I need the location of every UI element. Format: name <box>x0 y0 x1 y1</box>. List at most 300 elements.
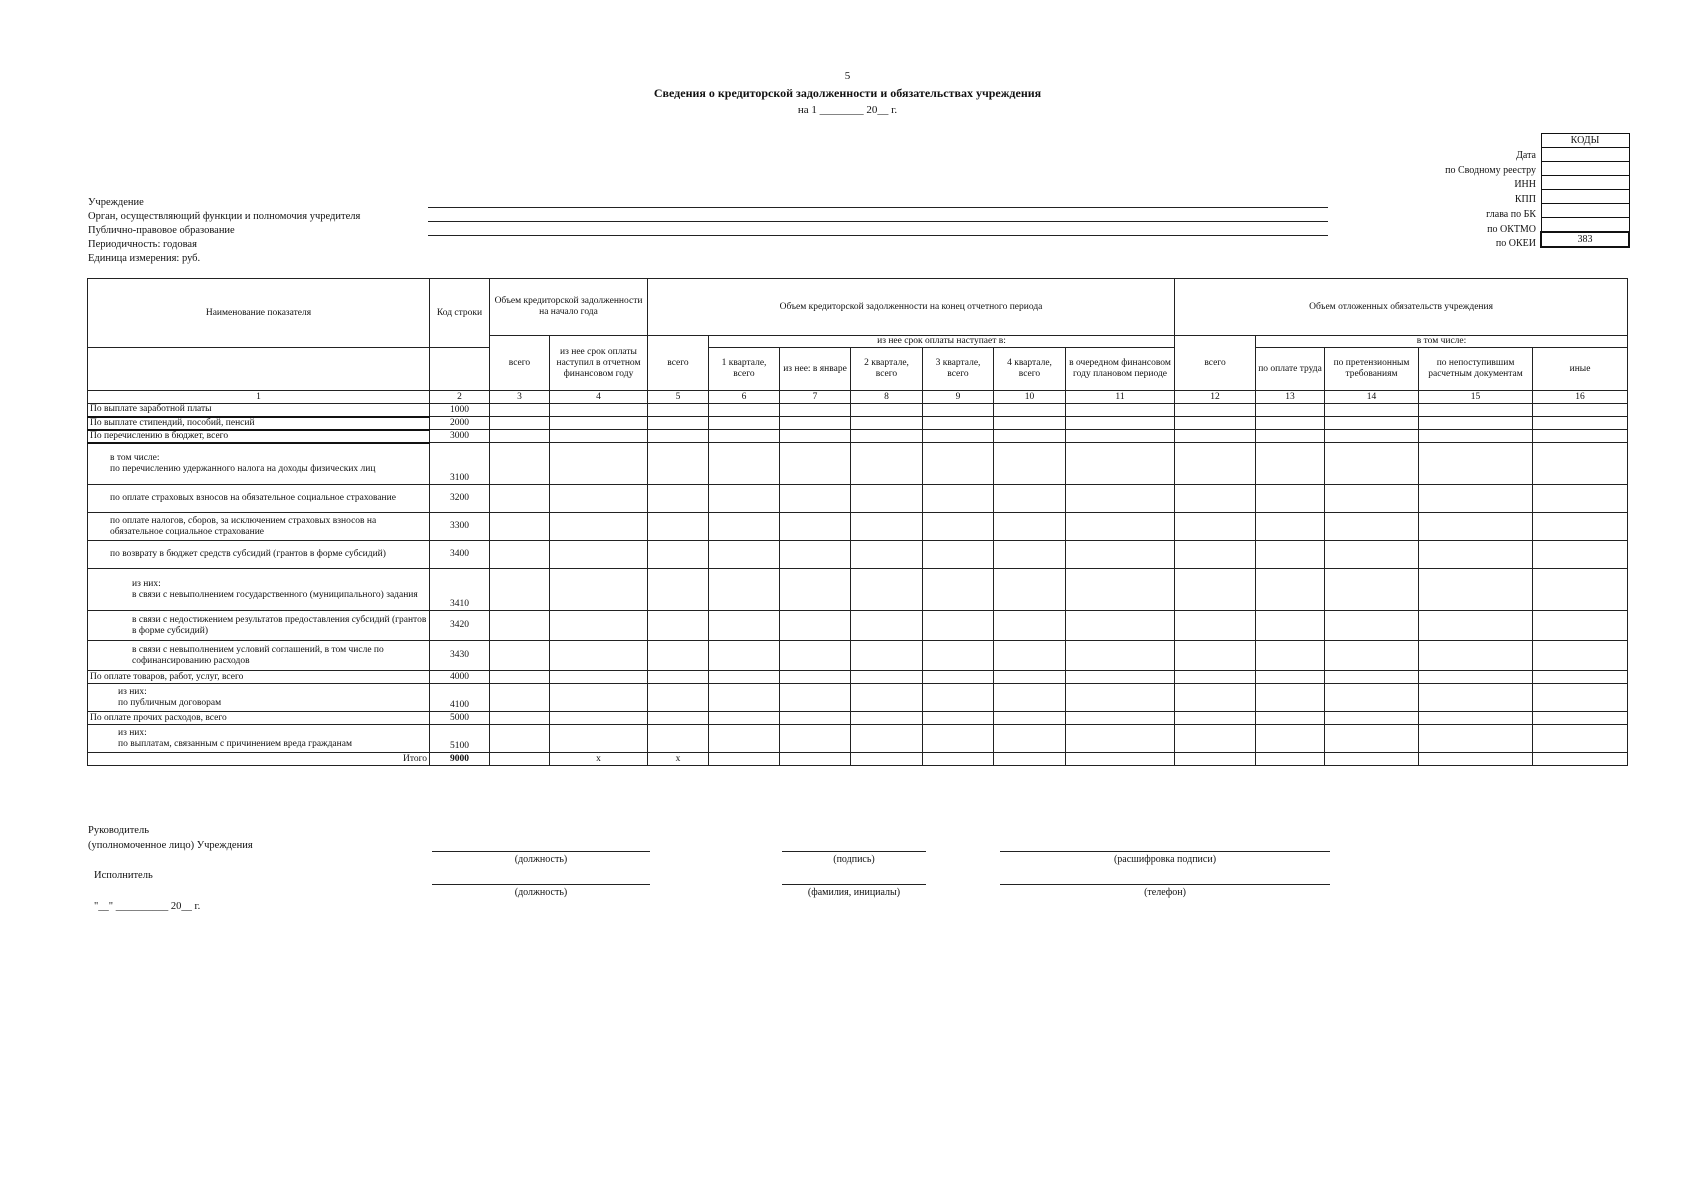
value-cell[interactable] <box>1066 725 1175 753</box>
value-cell[interactable] <box>994 712 1066 725</box>
value-cell[interactable] <box>1325 641 1419 671</box>
total-cell[interactable] <box>780 753 851 766</box>
value-cell[interactable] <box>851 569 923 611</box>
row-name: По оплате прочих расходов, всего <box>88 712 430 725</box>
value-cell[interactable] <box>1419 430 1533 443</box>
value-cell[interactable] <box>1256 611 1325 641</box>
value-cell[interactable] <box>648 641 709 671</box>
value-cell[interactable] <box>1066 513 1175 541</box>
column-number: 5 <box>648 391 709 404</box>
value-cell[interactable] <box>1066 417 1175 430</box>
value-cell[interactable] <box>851 611 923 641</box>
value-cell[interactable] <box>923 513 994 541</box>
value-cell[interactable] <box>780 569 851 611</box>
value-cell[interactable] <box>851 430 923 443</box>
value-cell[interactable] <box>550 541 648 569</box>
value-cell[interactable] <box>994 569 1066 611</box>
value-cell[interactable] <box>851 541 923 569</box>
value-cell[interactable] <box>994 725 1066 753</box>
total-cell[interactable] <box>1175 753 1256 766</box>
value-cell[interactable] <box>1533 641 1628 671</box>
head-decoding-line[interactable] <box>1000 851 1330 852</box>
code-okei-field[interactable]: 383 <box>1541 232 1629 247</box>
form-title: Сведения о кредиторской задолженности и обязательствах учреждения <box>653 86 1042 100</box>
value-cell[interactable] <box>923 417 994 430</box>
table-row <box>88 712 1628 725</box>
value-cell[interactable] <box>780 485 851 513</box>
header-due-in: из нее срок оплаты наступает в: <box>709 336 1175 348</box>
code-oktmo-field[interactable] <box>1541 218 1629 233</box>
value-cell[interactable] <box>780 641 851 671</box>
value-cell[interactable] <box>550 611 648 641</box>
table-row <box>88 443 1628 485</box>
value-cell[interactable] <box>1325 725 1419 753</box>
value-cell[interactable] <box>1175 712 1256 725</box>
code-label: КПП <box>1514 194 1536 206</box>
value-cell[interactable] <box>780 684 851 712</box>
total-cell[interactable] <box>709 753 780 766</box>
value-cell[interactable] <box>1175 671 1256 684</box>
value-cell[interactable] <box>1066 671 1175 684</box>
row-code: 4100 <box>430 684 490 712</box>
value-cell[interactable] <box>851 404 923 417</box>
value-cell[interactable] <box>994 485 1066 513</box>
value-cell[interactable] <box>1419 485 1533 513</box>
value-cell[interactable] <box>923 541 994 569</box>
value-cell[interactable] <box>648 569 709 611</box>
value-cell[interactable] <box>709 485 780 513</box>
header-claims: по претензионным требованиям <box>1325 348 1419 391</box>
code-date-field[interactable] <box>1541 148 1629 162</box>
column-number: 14 <box>1325 391 1419 404</box>
value-cell[interactable] <box>923 611 994 641</box>
value-cell[interactable] <box>1325 485 1419 513</box>
value-cell[interactable] <box>490 725 550 753</box>
value-cell[interactable] <box>1419 684 1533 712</box>
column-number: 8 <box>851 391 923 404</box>
value-cell[interactable] <box>1175 725 1256 753</box>
value-cell[interactable] <box>1325 671 1419 684</box>
value-cell[interactable] <box>851 712 923 725</box>
value-cell[interactable] <box>1256 443 1325 485</box>
value-cell[interactable] <box>923 485 994 513</box>
total-cell[interactable] <box>1325 753 1419 766</box>
value-cell[interactable] <box>923 641 994 671</box>
header-other: иные <box>1533 348 1628 391</box>
value-cell[interactable] <box>1325 712 1419 725</box>
row-name: в связи с недостижением результатов предоставления субсидий (грантов в форме субсидий) <box>88 611 430 641</box>
row-name: по возврату в бюджет средств субсидий (грантов в форме субсидий) <box>88 541 430 569</box>
value-cell[interactable] <box>851 725 923 753</box>
value-cell[interactable] <box>1066 485 1175 513</box>
value-cell[interactable] <box>648 443 709 485</box>
column-numbers-row <box>88 391 1628 404</box>
head-signature-line[interactable] <box>782 851 926 852</box>
value-cell[interactable] <box>1256 569 1325 611</box>
value-cell[interactable] <box>994 671 1066 684</box>
row-name: из них: по публичным договорам <box>88 684 430 712</box>
header-name-cont <box>88 348 430 391</box>
head-position-line[interactable] <box>432 851 650 852</box>
value-cell[interactable] <box>550 430 648 443</box>
total-cell[interactable] <box>1066 753 1175 766</box>
date-line: "__" __________ 20__ г. <box>94 901 201 912</box>
value-cell[interactable] <box>1419 641 1533 671</box>
value-cell[interactable] <box>1256 417 1325 430</box>
value-cell[interactable] <box>923 443 994 485</box>
value-cell[interactable] <box>490 569 550 611</box>
value-cell[interactable] <box>1066 684 1175 712</box>
value-cell[interactable] <box>1533 417 1628 430</box>
column-number: 10 <box>994 391 1066 404</box>
value-cell[interactable] <box>1256 684 1325 712</box>
row-code: 3200 <box>430 485 490 513</box>
value-cell[interactable] <box>1419 513 1533 541</box>
value-cell[interactable] <box>1419 725 1533 753</box>
value-cell[interactable] <box>709 513 780 541</box>
value-cell[interactable] <box>923 671 994 684</box>
value-cell[interactable] <box>709 569 780 611</box>
value-cell[interactable] <box>1256 641 1325 671</box>
header-start-debt: Объем кредиторской задолженности на начало года <box>490 279 648 336</box>
table-row <box>88 404 1628 417</box>
value-cell[interactable] <box>780 443 851 485</box>
value-cell[interactable] <box>490 513 550 541</box>
column-number: 2 <box>430 391 490 404</box>
header-docs: по непоступившим расчетным документам <box>1419 348 1533 391</box>
header-code-cont <box>430 348 490 391</box>
code-registry-field[interactable] <box>1541 162 1629 176</box>
total-cell[interactable] <box>994 753 1066 766</box>
value-cell[interactable] <box>780 417 851 430</box>
value-cell[interactable] <box>923 712 994 725</box>
value-cell[interactable] <box>994 513 1066 541</box>
value-cell[interactable] <box>490 430 550 443</box>
value-cell[interactable] <box>490 485 550 513</box>
value-cell[interactable] <box>709 541 780 569</box>
table-body <box>88 404 1628 753</box>
value-cell[interactable] <box>709 725 780 753</box>
code-label: ИНН <box>1514 179 1536 191</box>
value-cell[interactable] <box>550 671 648 684</box>
total-x-cell: х <box>550 753 648 766</box>
value-cell[interactable] <box>648 671 709 684</box>
value-cell[interactable] <box>1325 404 1419 417</box>
header-jan: из нее: в январе <box>780 348 851 391</box>
info-unit: Единица измерения: руб. <box>88 253 201 264</box>
executor-name-line[interactable] <box>782 884 926 885</box>
value-cell[interactable] <box>709 712 780 725</box>
value-cell[interactable] <box>1256 430 1325 443</box>
value-cell[interactable] <box>851 671 923 684</box>
value-cell[interactable] <box>780 611 851 641</box>
value-cell[interactable] <box>923 404 994 417</box>
value-cell[interactable] <box>1533 513 1628 541</box>
value-cell[interactable] <box>1066 641 1175 671</box>
value-cell[interactable] <box>490 641 550 671</box>
value-cell[interactable] <box>1325 430 1419 443</box>
code-label: глава по БК <box>1486 208 1536 220</box>
value-cell[interactable] <box>550 725 648 753</box>
code-bk-field[interactable] <box>1541 204 1629 218</box>
total-cell[interactable] <box>1419 753 1533 766</box>
value-cell[interactable] <box>490 671 550 684</box>
row-name: в том числе: по перечислению удержанного налога на доходы физических лиц <box>88 443 430 485</box>
value-cell[interactable] <box>1066 541 1175 569</box>
value-cell[interactable] <box>550 443 648 485</box>
value-cell[interactable] <box>1175 443 1256 485</box>
value-cell[interactable] <box>1066 443 1175 485</box>
total-cell[interactable] <box>1533 753 1628 766</box>
value-cell[interactable] <box>1533 541 1628 569</box>
column-number: 9 <box>923 391 994 404</box>
value-cell[interactable] <box>1256 671 1325 684</box>
value-cell[interactable] <box>780 404 851 417</box>
header-q1: 1 квартале, всего <box>709 348 780 391</box>
column-number: 1 <box>88 391 430 404</box>
value-cell[interactable] <box>490 611 550 641</box>
value-cell[interactable] <box>490 712 550 725</box>
value-cell[interactable] <box>1175 569 1256 611</box>
debt-table <box>87 278 1628 766</box>
column-number: 11 <box>1066 391 1175 404</box>
value-cell[interactable] <box>709 443 780 485</box>
value-cell[interactable] <box>1325 611 1419 641</box>
value-cell[interactable] <box>851 417 923 430</box>
value-cell[interactable] <box>1175 513 1256 541</box>
value-cell[interactable] <box>550 513 648 541</box>
value-cell[interactable] <box>490 684 550 712</box>
value-cell[interactable] <box>1419 611 1533 641</box>
value-cell[interactable] <box>550 417 648 430</box>
value-cell[interactable] <box>994 443 1066 485</box>
value-cell[interactable] <box>550 404 648 417</box>
column-number: 4 <box>550 391 648 404</box>
code-kpp-field[interactable] <box>1541 190 1629 204</box>
value-cell[interactable] <box>1533 404 1628 417</box>
value-cell[interactable] <box>923 725 994 753</box>
value-cell[interactable] <box>648 712 709 725</box>
header-q2: 2 квартале, всего <box>851 348 923 391</box>
value-cell[interactable] <box>780 725 851 753</box>
value-cell[interactable] <box>851 485 923 513</box>
header-end-debt: Объем кредиторской задолженности на конец отчетного периода <box>648 279 1175 336</box>
info-periodicity: Периодичность: годовая <box>88 239 197 250</box>
value-cell[interactable] <box>994 684 1066 712</box>
code-inn-field[interactable] <box>1541 176 1629 190</box>
value-cell[interactable] <box>550 485 648 513</box>
column-number: 13 <box>1256 391 1325 404</box>
value-cell[interactable] <box>780 430 851 443</box>
row-name: в связи с невыполнением условий соглашений, в том числе по софинансированию расходов <box>88 641 430 671</box>
value-cell[interactable] <box>1419 712 1533 725</box>
value-cell[interactable] <box>1419 404 1533 417</box>
value-cell[interactable] <box>1533 725 1628 753</box>
row-code: 3100 <box>430 443 490 485</box>
value-cell[interactable] <box>1256 485 1325 513</box>
total-x-cell: х <box>648 753 709 766</box>
value-cell[interactable] <box>994 611 1066 641</box>
value-cell[interactable] <box>1325 569 1419 611</box>
table-row <box>88 611 1628 641</box>
row-code: 2000 <box>430 417 490 430</box>
value-cell[interactable] <box>648 541 709 569</box>
value-cell[interactable] <box>1066 611 1175 641</box>
value-cell[interactable] <box>1066 404 1175 417</box>
table-row <box>88 541 1628 569</box>
value-cell[interactable] <box>851 641 923 671</box>
total-row <box>88 753 1628 766</box>
value-cell[interactable] <box>994 430 1066 443</box>
value-cell[interactable] <box>709 417 780 430</box>
column-number: 16 <box>1533 391 1628 404</box>
value-cell[interactable] <box>550 569 648 611</box>
value-cell[interactable] <box>709 611 780 641</box>
row-name: из них: в связи с невыполнением государственного (муниципального) задания <box>88 569 430 611</box>
value-cell[interactable] <box>994 541 1066 569</box>
value-cell[interactable] <box>648 684 709 712</box>
value-cell[interactable] <box>1175 404 1256 417</box>
head-label-2: (уполномоченное лицо) Учреждения <box>88 840 253 851</box>
value-cell[interactable] <box>490 404 550 417</box>
value-cell[interactable] <box>1175 430 1256 443</box>
value-cell[interactable] <box>648 513 709 541</box>
caption-name: (фамилия, инициалы) <box>807 887 901 898</box>
value-cell[interactable] <box>648 404 709 417</box>
row-name: По перечислению в бюджет, всего <box>88 430 430 443</box>
caption-phone: (телефон) <box>1144 887 1186 898</box>
row-code: 3300 <box>430 513 490 541</box>
header-wages: по оплате труда <box>1256 348 1325 391</box>
info-founder: Орган, осуществляющий функции и полномочия учредителя <box>88 211 361 222</box>
header-start-overdue: из нее срок оплаты наступил в отчетном финансовом году <box>550 336 648 391</box>
table-row <box>88 641 1628 671</box>
value-cell[interactable] <box>1256 404 1325 417</box>
value-cell[interactable] <box>709 684 780 712</box>
value-cell[interactable] <box>1533 569 1628 611</box>
value-cell[interactable] <box>1325 513 1419 541</box>
total-cell[interactable] <box>923 753 994 766</box>
row-name: из них: по выплатам, связанным с причинением вреда гражданам <box>88 725 430 753</box>
value-cell[interactable] <box>1325 443 1419 485</box>
header-q4: 4 квартале, всего <box>994 348 1066 391</box>
value-cell[interactable] <box>994 641 1066 671</box>
row-code: 1000 <box>430 404 490 417</box>
value-cell[interactable] <box>1533 671 1628 684</box>
value-cell[interactable] <box>490 417 550 430</box>
value-cell[interactable] <box>490 541 550 569</box>
executor-position-line[interactable] <box>432 884 650 885</box>
value-cell[interactable] <box>1066 712 1175 725</box>
value-cell[interactable] <box>1256 725 1325 753</box>
value-cell[interactable] <box>1533 485 1628 513</box>
value-cell[interactable] <box>709 404 780 417</box>
value-cell[interactable] <box>994 417 1066 430</box>
value-cell[interactable] <box>851 443 923 485</box>
value-cell[interactable] <box>1066 430 1175 443</box>
value-cell[interactable] <box>1256 513 1325 541</box>
value-cell[interactable] <box>648 485 709 513</box>
value-cell[interactable] <box>994 404 1066 417</box>
value-cell[interactable] <box>1175 485 1256 513</box>
column-number: 3 <box>490 391 550 404</box>
table-row <box>88 684 1628 712</box>
head-label-1: Руководитель <box>88 825 149 836</box>
founder-input-line[interactable] <box>428 221 1328 222</box>
value-cell[interactable] <box>851 684 923 712</box>
value-cell[interactable] <box>709 430 780 443</box>
value-cell[interactable] <box>550 712 648 725</box>
value-cell[interactable] <box>1533 430 1628 443</box>
value-cell[interactable] <box>1419 443 1533 485</box>
value-cell[interactable] <box>1256 712 1325 725</box>
value-cell[interactable] <box>648 725 709 753</box>
value-cell[interactable] <box>550 641 648 671</box>
total-cell[interactable] <box>1256 753 1325 766</box>
value-cell[interactable] <box>1175 417 1256 430</box>
value-cell[interactable] <box>1533 712 1628 725</box>
value-cell[interactable] <box>1256 541 1325 569</box>
row-name: По выплате заработной платы <box>88 404 430 417</box>
value-cell[interactable] <box>1066 569 1175 611</box>
total-cell[interactable] <box>490 753 550 766</box>
value-cell[interactable] <box>780 671 851 684</box>
caption-position-2: (должность) <box>514 887 568 898</box>
value-cell[interactable] <box>1325 684 1419 712</box>
value-cell[interactable] <box>648 611 709 641</box>
value-cell[interactable] <box>648 417 709 430</box>
value-cell[interactable] <box>1175 611 1256 641</box>
value-cell[interactable] <box>1175 684 1256 712</box>
value-cell[interactable] <box>780 712 851 725</box>
table-row <box>88 485 1628 513</box>
total-cell[interactable] <box>851 753 923 766</box>
value-cell[interactable] <box>923 684 994 712</box>
row-name: По выплате стипендий, пособий, пенсий <box>88 417 430 430</box>
value-cell[interactable] <box>1419 417 1533 430</box>
value-cell[interactable] <box>490 443 550 485</box>
value-cell[interactable] <box>1325 541 1419 569</box>
value-cell[interactable] <box>851 513 923 541</box>
header-deferred: Объем отложенных обязательств учреждения <box>1175 279 1628 336</box>
value-cell[interactable] <box>780 541 851 569</box>
value-cell[interactable] <box>1175 641 1256 671</box>
code-label: по ОКЕИ <box>1495 238 1536 250</box>
row-code: 5100 <box>430 725 490 753</box>
value-cell[interactable] <box>709 671 780 684</box>
info-entity: Публично-правовое образование <box>88 225 235 236</box>
value-cell[interactable] <box>1419 569 1533 611</box>
value-cell[interactable] <box>1175 541 1256 569</box>
institution-input-line[interactable] <box>428 207 1328 208</box>
value-cell[interactable] <box>1533 684 1628 712</box>
entity-input-line[interactable] <box>428 235 1328 236</box>
value-cell[interactable] <box>1533 611 1628 641</box>
value-cell[interactable] <box>1419 541 1533 569</box>
value-cell[interactable] <box>648 430 709 443</box>
value-cell[interactable] <box>923 569 994 611</box>
value-cell[interactable] <box>780 513 851 541</box>
value-cell[interactable] <box>550 684 648 712</box>
value-cell[interactable] <box>1533 443 1628 485</box>
value-cell[interactable] <box>1419 671 1533 684</box>
value-cell[interactable] <box>709 641 780 671</box>
executor-label: Исполнитель <box>94 870 153 881</box>
table-row <box>88 430 1628 443</box>
value-cell[interactable] <box>1325 417 1419 430</box>
value-cell[interactable] <box>923 430 994 443</box>
executor-phone-line[interactable] <box>1000 884 1330 885</box>
